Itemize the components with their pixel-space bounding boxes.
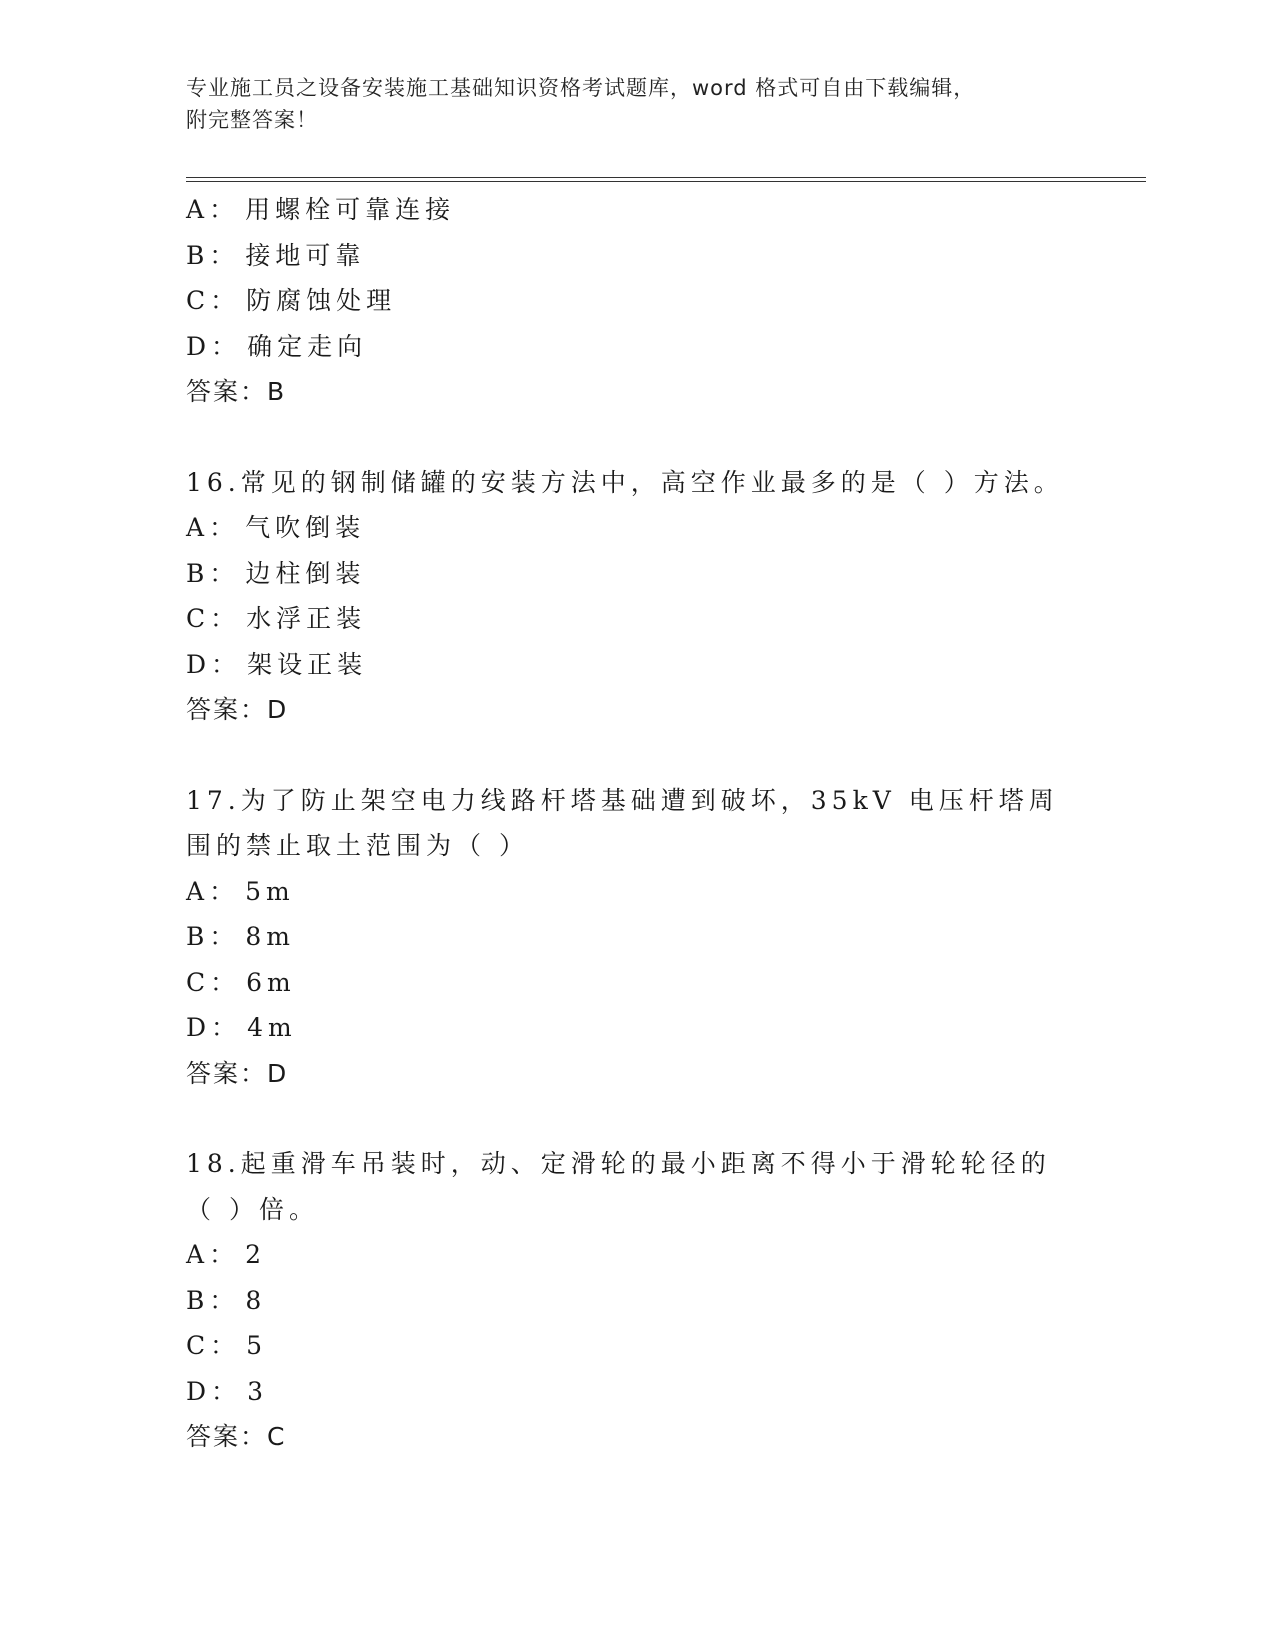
header-line-1: 专业施工员之设备安装施工基础知识资格考试题库，word 格式可自由下载编辑， [186, 76, 976, 100]
question-block-18 [186, 1141, 1146, 1460]
question-block-17 [186, 778, 1146, 1097]
option-a: A： 2 [186, 1240, 266, 1269]
option-a: A： 用螺栓可靠连接 [186, 195, 456, 224]
option-b: B： 8m [186, 922, 296, 951]
option-d: D： 架设正装 [186, 649, 368, 679]
option-c: C： 防腐蚀处理 [186, 286, 397, 315]
option-c: C： 水浮正装 [186, 604, 367, 633]
option-d: D： 4m [186, 1013, 297, 1042]
option-b: B： 接地可靠 [186, 240, 366, 270]
answer-line: 答案：C [186, 1422, 287, 1451]
option-b: B： 边柱倒装 [186, 558, 366, 588]
option-a: A： 气吹倒装 [186, 513, 366, 542]
answer-line: 答案：B [186, 377, 287, 406]
option-b: B： 8 [186, 1285, 267, 1315]
answer-line: 答案：D [186, 1058, 289, 1088]
question-text: 18.起重滑车吊装时，动、定滑轮的最小距离不得小于滑轮轮径的（ ）倍。 [186, 1149, 1051, 1224]
document-header [186, 72, 1086, 136]
option-d: D： 确定走向 [186, 331, 368, 361]
question-block-16 [186, 460, 1146, 733]
header-divider [186, 177, 1146, 182]
option-d: D： 3 [186, 1376, 268, 1406]
option-a: A： 5m [186, 876, 295, 906]
question-list [186, 187, 1146, 1460]
option-c: C： 5 [186, 1331, 268, 1360]
header-line-2: 附完整答案！ [186, 108, 318, 132]
question-block-continued [186, 187, 1146, 415]
answer-line: 答案：D [186, 695, 289, 724]
question-text: 16.常见的钢制储罐的安装方法中，高空作业最多的是（ ）方法。 [186, 467, 1064, 497]
option-c: C： 6m [186, 967, 296, 997]
question-text: 17.为了防止架空电力线路杆塔基础遭到破坏，35kV 电压杆塔周围的禁止取土范围为（ ） [186, 785, 1059, 860]
